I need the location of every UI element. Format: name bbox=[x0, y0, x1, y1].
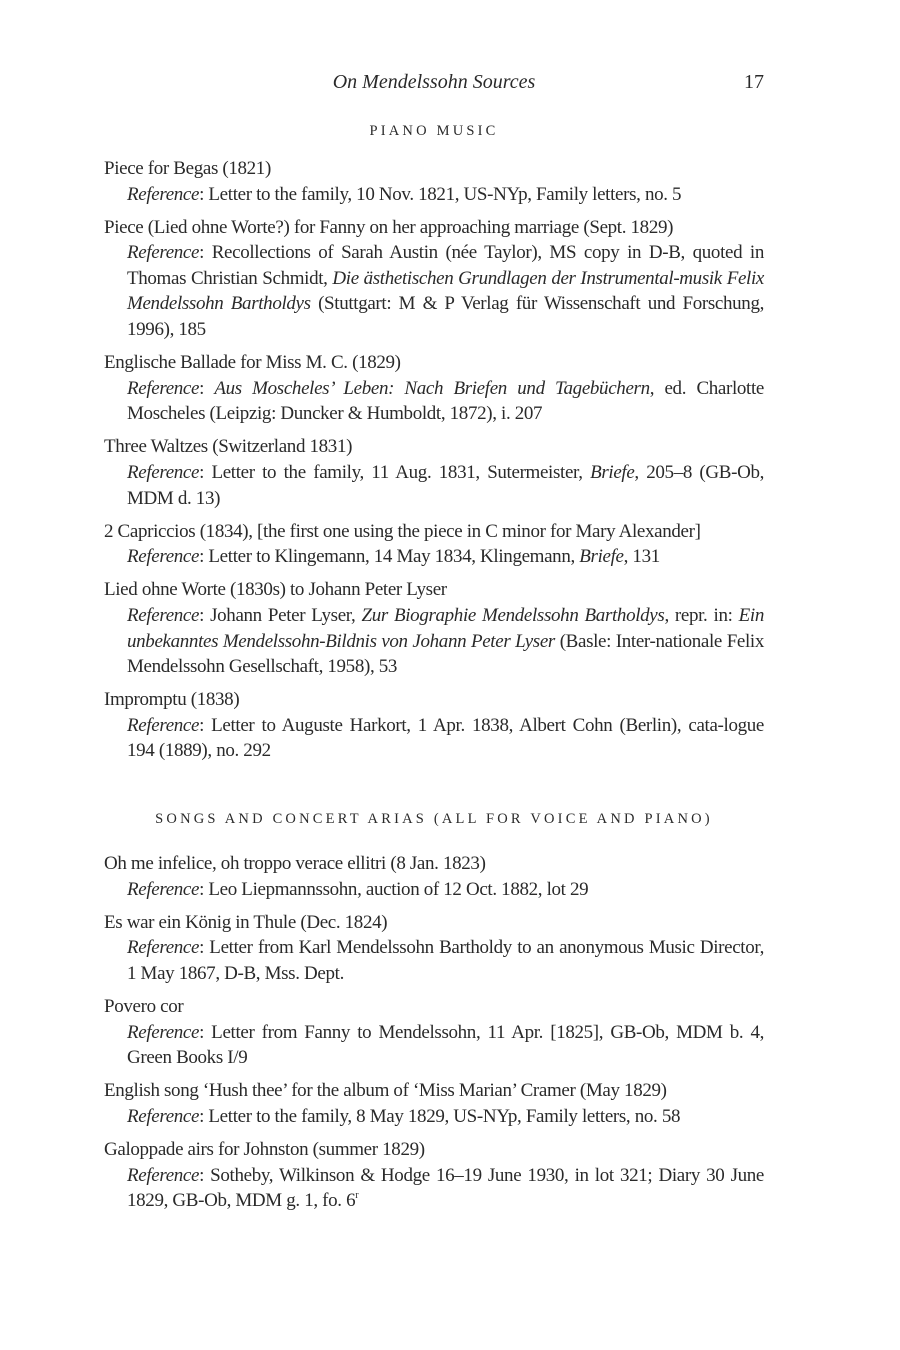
list-item bbox=[104, 994, 764, 1071]
reference-text: : Sotheby, Wilkinson & Hodge 16–19 June 1930, in lot 321; Diary 30 June 1829, GB-Ob, MDM g. 1, fo. 6 bbox=[127, 1164, 764, 1212]
list-item bbox=[104, 1078, 764, 1129]
entry-title: Three Waltzes (Switzerland 1831) bbox=[104, 436, 353, 458]
list-item bbox=[104, 851, 764, 902]
reference-label: Reference bbox=[127, 1105, 200, 1127]
list-item bbox=[104, 910, 764, 987]
songs-entry-list bbox=[104, 851, 764, 1221]
reference-text: : Letter from Karl Mendelssohn Bartholdy to an anonymous Music Director, 1 May 1867, D-B, Mss. Dept. bbox=[127, 937, 764, 984]
reference-label: Reference bbox=[127, 878, 200, 900]
reference-text: : Letter from Fanny to Mendelssohn, 11 Apr. [1825], GB-Ob, MDM b. 4, Green Books I/9 bbox=[127, 1021, 764, 1069]
piano-music-entry-list bbox=[104, 156, 764, 772]
reference-text: : Letter to the family, 11 Aug. 1831, Sutermeister, bbox=[199, 462, 591, 484]
entry-reference bbox=[104, 240, 764, 342]
entry-title: 2 Capriccios (1834), [the first one using the piece in C minor for Mary Alexander] bbox=[104, 520, 701, 542]
entry-reference bbox=[104, 1163, 764, 1214]
entry-title: Es war ein König in Thule (Dec. 1824) bbox=[104, 911, 388, 933]
entry-reference bbox=[104, 376, 764, 427]
reference-label: Reference bbox=[127, 183, 200, 205]
reference-text: , 205–8 (GB-Ob, MDM d. 13) bbox=[127, 462, 764, 509]
list-item bbox=[104, 156, 764, 207]
entry-title: Piece (Lied ohne Worte?) for Fanny on her approaching marriage (Sept. 1829) bbox=[104, 216, 674, 238]
reference-label: Reference bbox=[127, 546, 200, 568]
entry-title: English song ‘Hush thee’ for the album of ‘Miss Marian’ Cramer (May 1829) bbox=[104, 1080, 667, 1102]
reference-title-italic: Aus Moscheles’ Leben: Nach Briefen und Tagebüchern bbox=[214, 377, 650, 399]
reference-label: Reference bbox=[127, 377, 200, 399]
entry-title: Piece for Begas (1821) bbox=[104, 158, 271, 179]
entry-title: Englische Ballade for Miss M. C. (1829) bbox=[104, 352, 401, 374]
reference-label: Reference bbox=[127, 605, 200, 626]
list-item bbox=[104, 519, 764, 570]
reference-label: Reference bbox=[127, 714, 200, 736]
reference-text: : Letter to Klingemann, 14 May 1834, Klingemann, bbox=[199, 546, 580, 568]
superscript: r bbox=[355, 1190, 359, 1202]
reference-text: : Letter to the family, 8 May 1829, US-NYp, Family letters, no. 58 bbox=[199, 1105, 681, 1127]
reference-label: Reference bbox=[127, 937, 200, 959]
entry-title: Galoppade airs for Johnston (summer 1829) bbox=[104, 1138, 425, 1160]
reference-title-italic: Zur Biographie Mendelssohn Bartholdys bbox=[361, 605, 665, 626]
reference-label: Reference bbox=[127, 1021, 200, 1043]
entry-reference bbox=[104, 1104, 764, 1130]
reference-text: , 131 bbox=[623, 546, 660, 568]
reference-text: : Leo Liepmannssohn, auction of 12 Oct. 1882, lot 29 bbox=[199, 878, 589, 900]
reference-title-italic: Die ästhetischen Grundlagen der Instrumental-musik Felix Mendelssohn Bartholdys bbox=[127, 267, 764, 315]
reference-text: (Basle: Inter-nationale Felix Mendelssohn Gesellschaft, 1958), 53 bbox=[127, 630, 764, 678]
reference-text: : bbox=[199, 377, 215, 399]
entry-reference bbox=[104, 460, 764, 511]
entry-title: Povero cor bbox=[104, 995, 184, 1017]
reference-text: : Letter to the family, 10 Nov. 1821, US-NYp, Family letters, no. 5 bbox=[199, 183, 682, 205]
reference-text: : Recollections of Sarah Austin (née Taylor), MS copy in D-B, quoted in Thomas Christian Schmidt, bbox=[127, 242, 764, 289]
reference-text: (Stuttgart: M & P Verlag für Wissenschaft und Forschung, 1996), 185 bbox=[127, 293, 764, 341]
list-item bbox=[104, 350, 764, 427]
running-head bbox=[104, 68, 764, 96]
entry-title: Lied ohne Worte (1830s) to Johann Peter Lyser bbox=[104, 579, 447, 601]
entry-reference bbox=[104, 935, 764, 986]
section-heading-piano-music: PIANO MUSIC bbox=[369, 123, 499, 139]
reference-title-italic: Ein unbekanntes Mendelssohn-Bildnis von Johann Peter Lyser bbox=[127, 605, 764, 652]
reference-title-italic: Briefe bbox=[590, 462, 635, 484]
list-item bbox=[104, 577, 764, 679]
entry-title: Impromptu (1838) bbox=[104, 689, 240, 711]
running-title: On Mendelssohn Sources bbox=[332, 71, 536, 93]
reference-label: Reference bbox=[127, 462, 200, 484]
reference-text: , ed. Charlotte Moscheles (Leipzig: Duncker & Humboldt, 1872), i. 207 bbox=[127, 377, 764, 425]
page-number: 17 bbox=[744, 71, 764, 93]
entry-reference bbox=[104, 1020, 764, 1071]
entry-reference bbox=[104, 877, 764, 903]
reference-title-italic: Briefe bbox=[579, 546, 624, 568]
section-heading-songs-and-arias: SONGS AND CONCERT ARIAS (ALL FOR VOICE AND PIANO) bbox=[155, 811, 713, 827]
entry-reference bbox=[104, 603, 764, 680]
reference-label: Reference bbox=[127, 1164, 200, 1186]
reference-label: Reference bbox=[127, 242, 200, 264]
entry-title: Oh me infelice, oh troppo verace ellitri (8 Jan. 1823) bbox=[104, 853, 486, 874]
reference-text: : Letter to Auguste Harkort, 1 Apr. 1838, Albert Cohn (Berlin), cata-logue 194 (1889), no. 292 bbox=[127, 714, 764, 762]
list-item bbox=[104, 1137, 764, 1214]
list-item bbox=[104, 434, 764, 511]
list-item bbox=[104, 687, 764, 764]
reference-text: , repr. in: bbox=[664, 605, 739, 626]
list-item bbox=[104, 215, 764, 343]
reference-text: : Johann Peter Lyser, bbox=[199, 605, 362, 626]
entry-reference bbox=[104, 713, 764, 764]
entry-reference bbox=[104, 182, 764, 208]
entry-reference bbox=[104, 544, 764, 570]
